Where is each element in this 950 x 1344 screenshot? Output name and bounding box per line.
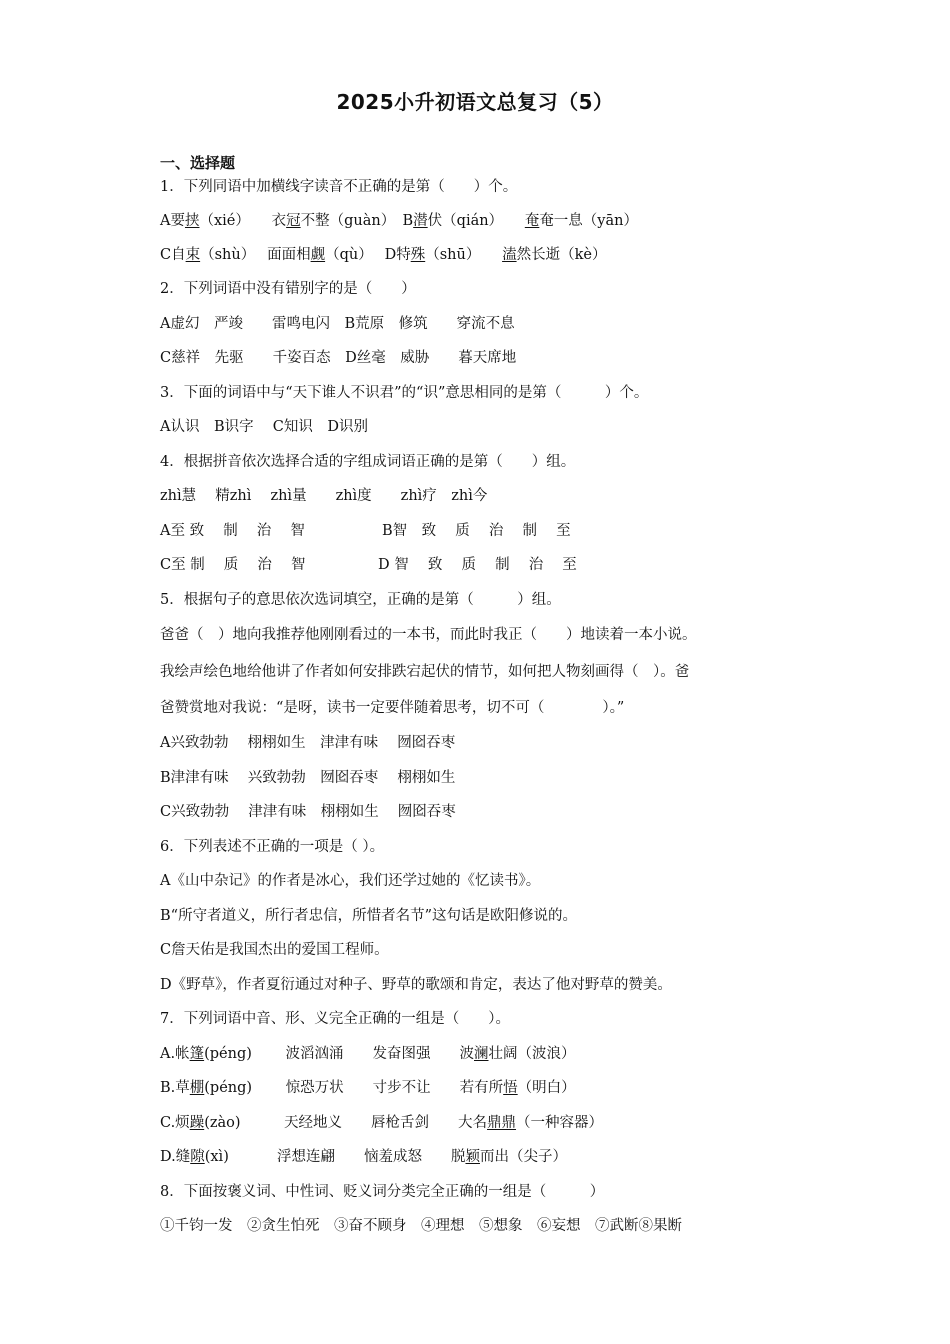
text-segment: （一种容器） (516, 1115, 604, 1131)
text-segment: ①千钧一发 ②贪生怕死 ③奋不顾身 ④理想 ⑤想象 ⑥妄想 ⑦武断⑧果断 (160, 1218, 682, 1234)
text-segment: 爸赞赏地对我说：“是呀，读书一定要伴随着思考，切不可（ ）。” (160, 700, 625, 716)
underlined-char: 溘 (502, 247, 517, 263)
text-segment: 然长逝（kè） (516, 247, 607, 263)
text-line (160, 801, 456, 823)
text-line (160, 974, 672, 996)
text-segment: (xì) 浮想连翩 恼羞成怒 脱 (204, 1149, 466, 1165)
text-line (160, 1077, 576, 1099)
underlined-char: 躁 (189, 1115, 205, 1131)
text-segment: D.缝 (160, 1149, 191, 1165)
text-segment: A虚幻 严竣 雷鸣电闪 B荒原 修筑 穿流不息 (160, 316, 515, 332)
text-segment: B“所守者道义，所行者忠信，所惜者名节”这句话是欧阳修说的。 (160, 908, 577, 924)
text-line (160, 1043, 576, 1065)
text-line (160, 244, 606, 266)
text-line (160, 1146, 567, 1168)
text-segment: zhì慧 精zhì zhì量 zhì度 zhì疗 zhì今 (160, 488, 488, 504)
text-segment: C詹天佑是我国杰出的爱国工程师。 (160, 942, 389, 958)
text-segment: (zào) 天经地义 唇枪舌剑 大名 (204, 1115, 488, 1131)
text-segment: D《野草》，作者夏衍通过对种子、野草的歌颂和肯定，表达了他对野草的赞美。 (160, 977, 672, 993)
text-line (160, 1008, 510, 1030)
text-segment: （明白） (517, 1080, 576, 1096)
text-line (160, 382, 648, 404)
text-segment: 4．根据拼音依次选择合适的字组成词语正确的是第（ ）组。 (160, 454, 576, 470)
text-segment: 爸爸（ ）地向我推荐他刚刚看过的一本书，而此时我正（ ）地读着一本小说。 (160, 627, 697, 643)
text-line (160, 624, 697, 646)
text-segment: A.帐 (160, 1046, 190, 1062)
text-segment: （xié） 衣 (199, 213, 287, 229)
underlined-char: 潜 (413, 213, 428, 229)
underlined-char: 隙 (190, 1149, 205, 1165)
text-segment: A认识 B识字 C知识 D识别 (160, 419, 368, 435)
text-segment: C慈祥 先驱 千姿百态 D丝毫 威胁 暮天席地 (160, 350, 517, 366)
text-segment: 3．下面的词语中与“天下谁人不识君”的“识”意思相同的是第（ ）个。 (160, 385, 649, 401)
text-segment: 而出（尖子） (479, 1149, 567, 1165)
text-line (160, 589, 561, 611)
underlined-char: 颖 (465, 1149, 480, 1165)
text-segment: 7．下列词语中音、形、义完全正确的一组是（ ）。 (160, 1011, 510, 1027)
underlined-char: 觑 (310, 247, 326, 263)
text-line (160, 732, 455, 754)
text-line (160, 1112, 603, 1134)
text-segment: C.烦 (160, 1115, 190, 1131)
text-line (160, 347, 516, 369)
text-line (160, 313, 515, 335)
text-line (160, 697, 624, 719)
text-line (160, 451, 575, 473)
text-segment: C兴致勃勃 津津有味 栩栩如生 囫囵吞枣 (160, 804, 456, 820)
text-segment: （qù） D特 (325, 247, 411, 263)
text-segment: C自 (160, 247, 186, 263)
text-segment: C至 制 质 治 智 D 智 致 质 制 治 至 (160, 557, 577, 573)
page-title: 2025小升初语文总复习（5） (336, 90, 614, 114)
text-line (160, 278, 416, 300)
text-segment: A要 (160, 213, 185, 229)
section-heading: 一、选择题 (160, 154, 236, 172)
underlined-char: 冠 (286, 213, 301, 229)
text-segment: 2．下列词语中没有错别字的是（ ） (160, 281, 416, 297)
text-segment: 壮阔（波浪） (488, 1046, 576, 1062)
text-segment: 6．下列表述不正确的一项是（ ）。 (160, 839, 385, 855)
text-line (160, 520, 571, 542)
text-line (160, 176, 517, 198)
text-line (160, 1215, 682, 1237)
underlined-char: 澜 (474, 1046, 489, 1062)
underlined-char: 悟 (503, 1080, 518, 1096)
text-line (160, 905, 577, 927)
text-line (160, 485, 487, 507)
text-line (160, 210, 638, 232)
text-segment: （shù） 面面相 (200, 247, 311, 263)
text-line (160, 416, 368, 438)
text-segment: 伏（qián） (427, 213, 525, 229)
text-line (160, 1181, 604, 1203)
text-segment: （shū） (425, 247, 503, 263)
text-line (160, 870, 540, 892)
text-segment: (péng) 波滔汹涌 发奋图强 波 (204, 1046, 474, 1062)
underlined-char: 奄 (524, 213, 540, 229)
text-line (160, 939, 389, 961)
text-segment: 8．下面按褒义词、中性词、贬义词分类完全正确的一组是（ ） (160, 1184, 605, 1200)
text-segment: B津津有味 兴致勃勃 囫囵吞枣 栩栩如生 (160, 770, 456, 786)
text-segment: B.草 (160, 1080, 190, 1096)
underlined-char: 棚 (189, 1080, 205, 1096)
underlined-char: 篷 (189, 1046, 205, 1062)
text-segment: 5．根据句子的意思依次选词填空，正确的是第（ ）组。 (160, 592, 561, 608)
underlined-char: 束 (185, 247, 201, 263)
underlined-char: 鼎鼎 (487, 1115, 517, 1131)
text-segment: 我绘声绘色地给他讲了作者如何安排跌宕起伏的情节，如何把人物刻画得（ ）。爸 (160, 664, 690, 680)
text-segment: 1．下列同语中加横线字读音不正确的是第（ ）个。 (160, 179, 518, 195)
text-segment: A兴致勃勃 栩栩如生 津津有味 囫囵吞枣 (160, 735, 456, 751)
text-segment: (péng) 惊恐万状 寸步不让 若有所 (204, 1080, 504, 1096)
text-segment: 不整（guàn） B (300, 213, 414, 229)
text-line (160, 661, 689, 683)
text-line (160, 836, 384, 858)
text-segment: A《山中杂记》的作者是冰心，我们还学过她的《忆读书》。 (160, 873, 541, 889)
underlined-char: 殊 (410, 247, 426, 263)
text-segment: A至 致 制 治 智 B智 致 质 治 制 至 (160, 523, 571, 539)
text-line (160, 767, 455, 789)
underlined-char: 挟 (184, 213, 200, 229)
text-segment: 奄一息（yān） (539, 213, 638, 229)
text-line (160, 554, 577, 576)
